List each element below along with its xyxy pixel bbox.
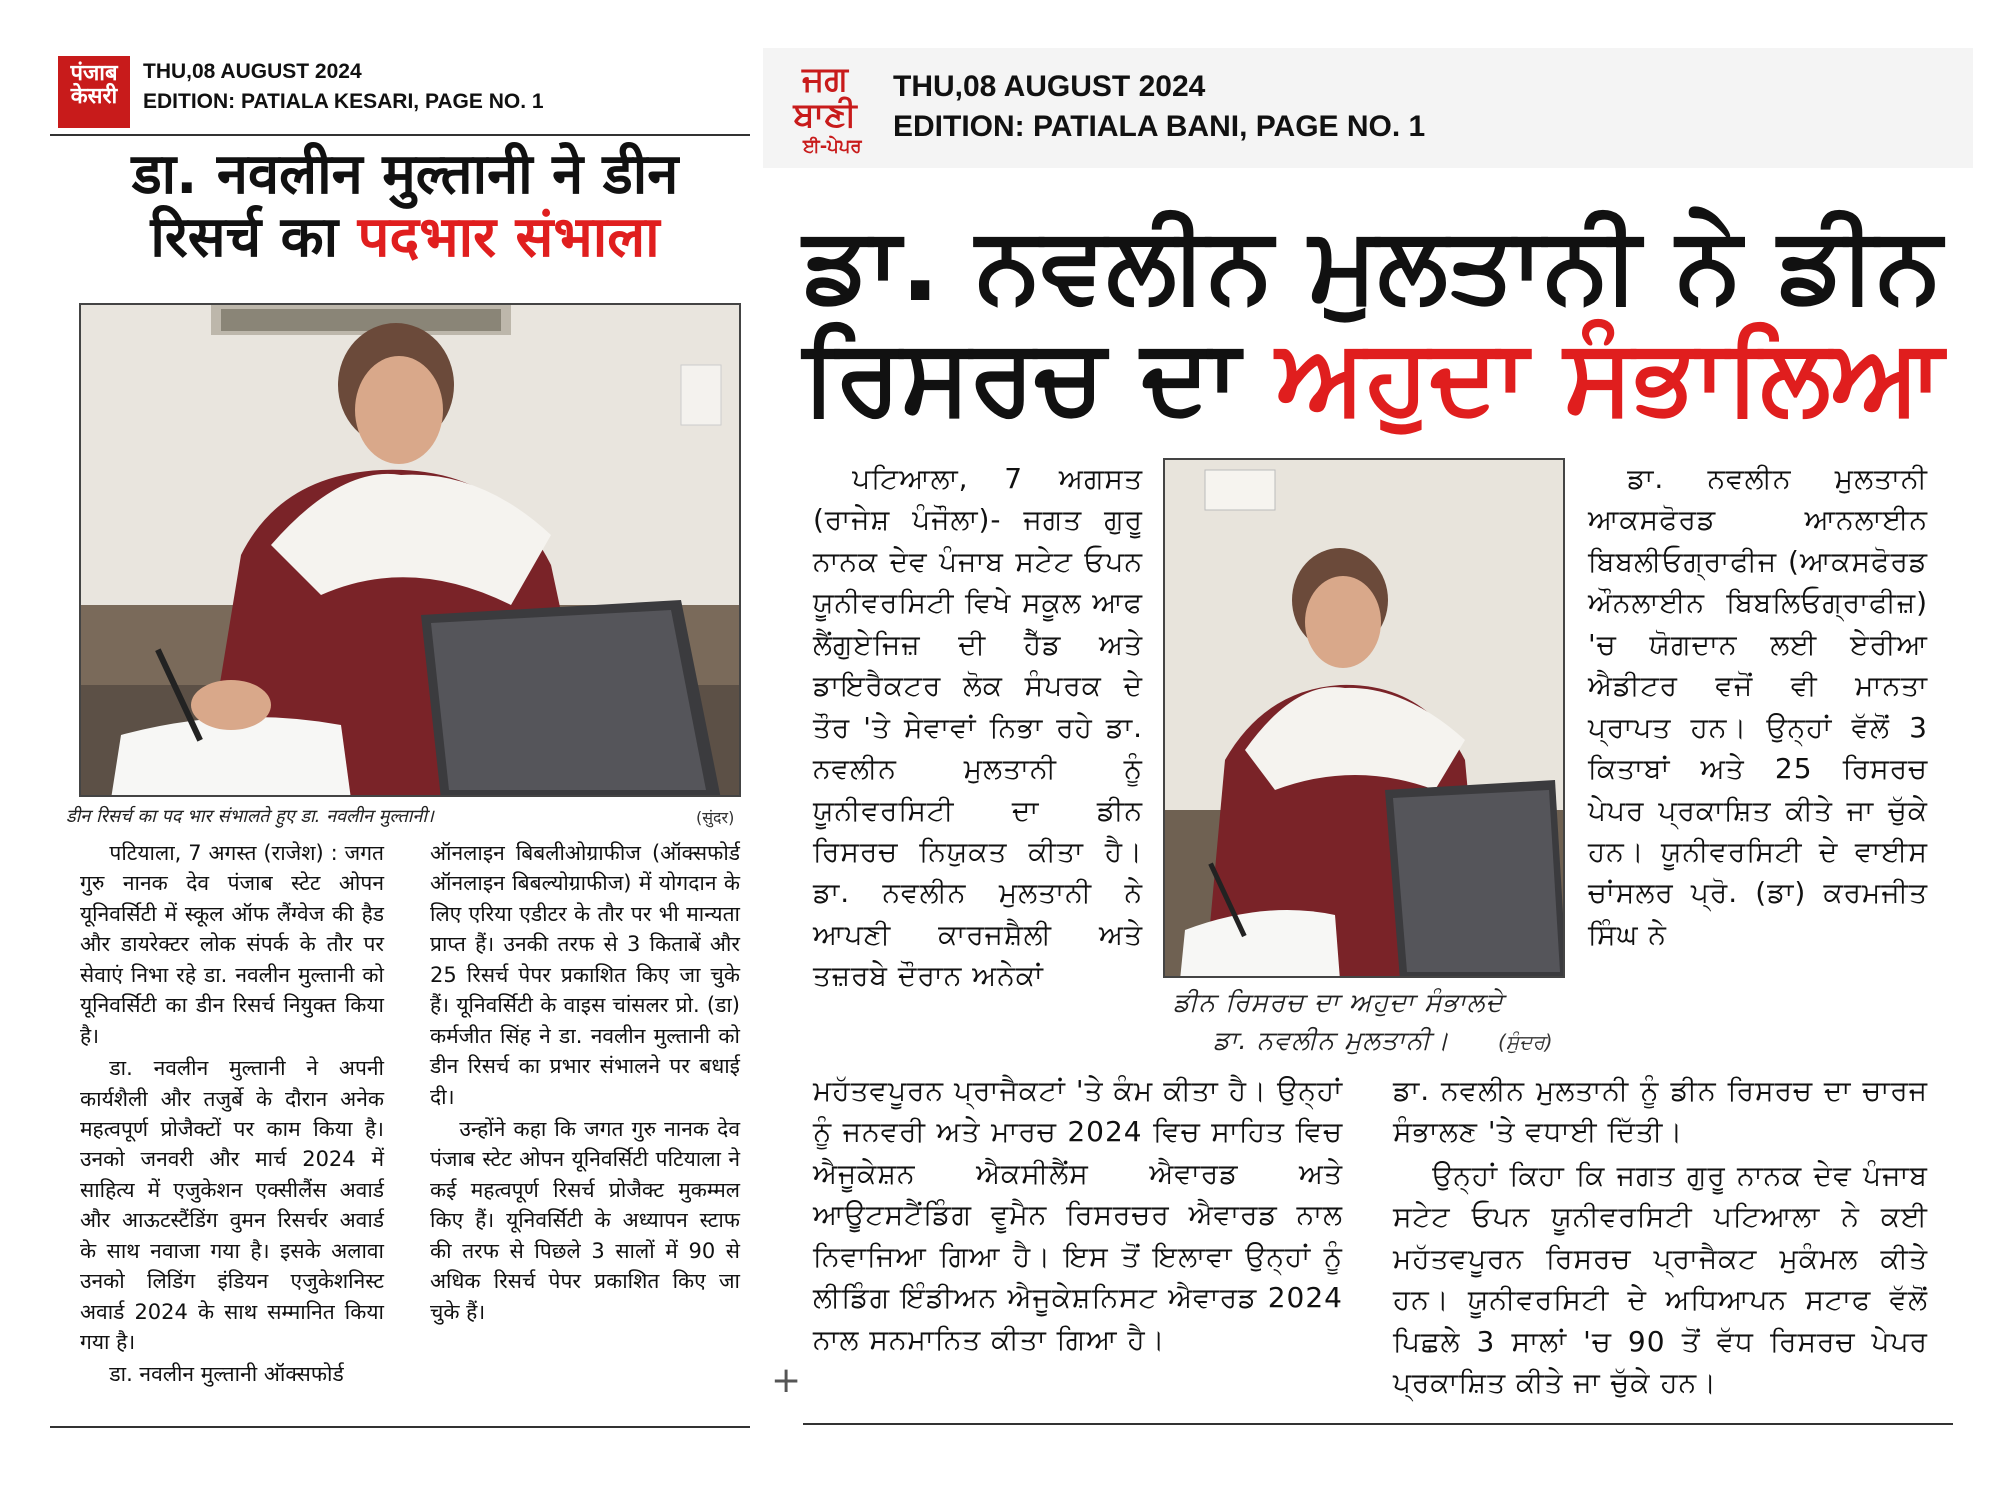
edition-info: EDITION: PATIALA KESARI, PAGE NO. 1 (143, 90, 544, 113)
paragraph: पटियाला, 7 अगस्त (राजेश) : जगत गुरु नानक देव पंजाब स्टेट ओपन यूनिवर्सिटी में स्कूल ऑफ लैंग्वेज की हैड और डायरेक्टर लोक संपर्क के तौर पर सेवाएं निभा रहे डा. नवलीन मुल्तानी को यूनिवर्सिटी का डीन रिसर्च नियुक्त किया है। (80, 841, 384, 1048)
article-column-2 (430, 838, 740, 1329)
edition-info: EDITION: PATIALA BANI, PAGE NO. 1 (893, 110, 1426, 143)
newspaper-logo: ਜਗ ਬਾਣੀ (793, 59, 857, 135)
header-divider (50, 134, 750, 136)
paragraph: ਡਾ. ਨਵਲੀਨ ਮੁਲਤਾਨੀ ਨੂੰ ਡੀਨ ਰਿਸਰਚ ਦਾ ਚਾਰਜ ਸੰਭਾਲਣ 'ਤੇ ਵਧਾਈ ਦਿੱਤੀ। (1393, 1074, 1928, 1149)
article-column-3 (1588, 458, 1928, 957)
crop-mark-icon: + (771, 1360, 802, 1401)
photo-caption: डीन रिसर्च का पद भार संभालते हुए डा. नवलीन मुल्तानी। (66, 806, 434, 827)
headline-text: ਡਾ. ਨਵਲੀਨ ਮੁਲਤਾਨੀ ਨੇ ਡੀਨ ਰਿਸਰਚ ਦਾ (803, 203, 1942, 438)
photo-credit: (ਸੁੰਦਰ) (1498, 1030, 1553, 1054)
clipping-header (763, 48, 1973, 168)
jag-bani-clipping (763, 48, 1973, 1438)
logo-line-2: केसरी (70, 84, 118, 110)
headline-highlight: ਅਹੁਦਾ ਸੰਭਾਲਿਆ (1275, 315, 1944, 438)
logo-subtitle: ਈ-ਪੇਪਰ (803, 136, 862, 157)
photo-illustration (81, 305, 741, 797)
photo-caption-line-2: ਡਾ. ਨਵਲੀਨ ਮੁਲਤਾਨੀ। (1213, 1026, 1450, 1056)
paragraph: डा. नवलीन मुल्तानी ने अपनी कार्यशैली और तजुर्बे के दौरान अनेक महत्वपूर्ण प्रोजैक्टों पर काम किया है। उनको जनवरी और मार्च 2024 में साहित्य में एजुकेशन एक्सीलैंस अवार्ड और आऊटस्टैंडिंग वुमन रिसर्चर अवार्ड के साथ नवाजा गया है। इसके अलावा उनको लिडिंग इंडियन एजुकेशनिस्ट अवार्ड 2024 के साथ सम्मानित किया गया है। (80, 1056, 384, 1354)
news-photo (1163, 458, 1565, 978)
logo-line-1: पंजाब (70, 61, 118, 86)
paragraph: ऑनलाइन बिबलीओग्राफीज (ऑक्सफोर्ड ऑनलाइन बिबल्योग्राफीज) में योगदान के लिए एरिया एडीटर के तौर पर भी मान्यता प्राप्त हैं। उनकी तरफ से 3 किताबें और 25 रिसर्च पेपर प्रकाशित किए जा चुके हैं। यूनिवर्सिटी के वाइस चांसलर प्रो. (डा) कर्मजीत सिंह ने डा. नवलीन मुल्तानी को डीन रिसर्च का प्रभार संभालने पर बधाई दी। (430, 841, 740, 1109)
paragraph: ਉਨ੍ਹਾਂ ਕਿਹਾ ਕਿ ਜਗਤ ਗੁਰੂ ਨਾਨਕ ਦੇਵ ਪੰਜਾਬ ਸਟੇਟ ਓਪਨ ਯੂਨੀਵਰਸਿਟੀ ਪਟਿਆਲਾ ਨੇ ਕਈ ਮਹੱਤਵਪੂਰਨ ਰਿਸਰਚ ਪ੍ਰਾਜੈਕਟ ਮੁਕੰਮਲ ਕੀਤੇ ਹਨ। ਯੂਨੀਵਰਸਿਟੀ ਦੇ ਅਧਿਆਪਨ ਸਟਾਫ ਵੱਲੋਂ ਪਿਛਲੇ 3 ਸਾਲਾਂ 'ਚ 90 ਤੋਂ ਵੱਧ ਰਿਸਰਚ ਪੇਪਰ ਪ੍ਰਕਾਸ਼ਿਤ ਕੀਤੇ ਜਾ ਚੁੱਕੇ ਹਨ। (1393, 1158, 1928, 1400)
headline-text: डा. नवलीन मुल्तानी ने डीन रिसर्च का (131, 142, 679, 270)
paragraph: ਡਾ. ਨਵਲੀਨ ਮੁਲਤਾਨੀ ਆਕਸਫੋਰਡ ਆਨਲਾਈਨ ਬਿਬਲੀਓਗ੍ਰਾਫੀਜ (ਆਕਸਫੋਰਡ ਔਨਲਾਈਨ ਬਿਬਲਿਓਗ੍ਰਾਫੀਜ਼) 'ਚ ਯੋਗਦਾਨ ਲਈ ਏਰੀਆ ਐਡੀਟਰ ਵਜੋਂ ਵੀ ਮਾਨਤਾ ਪ੍ਰਾਪਤ ਹਨ। ਉਨ੍ਹਾਂ ਵੱਲੋਂ 3 ਕਿਤਾਬਾਂ ਅਤੇ 25 ਰਿਸਰਚ ਪੇਪਰ ਪ੍ਰਕਾਸ਼ਿਤ ਕੀਤੇ ਜਾ ਚੁੱਕੇ ਹਨ। ਯੂਨੀਵਰਸਿਟੀ ਦੇ ਵਾਈਸ ਚਾਂਸਲਰ ਪ੍ਰੋ. (ਡਾ) ਕਰਮਜੀਤ ਸਿੰਘ ਨੇ (1588, 462, 1928, 951)
bottom-divider (803, 1423, 1953, 1425)
news-photo (79, 303, 741, 797)
photo-illustration (1165, 460, 1565, 978)
photo-caption-line-1: ਡੀਨ ਰਿਸਰਚ ਦਾ ਅਹੁਦਾ ਸੰਭਾਲਦੇ (1173, 988, 1504, 1018)
paragraph: डा. नवलीन मुल्तानी ऑक्सफोर्ड (109, 1362, 344, 1387)
article-column-1 (80, 838, 384, 1392)
paragraph: ਪਟਿਆਲਾ, 7 ਅਗਸਤ (ਰਾਜੇਸ਼ ਪੰਜੌਲਾ)- ਜਗਤ ਗੁਰੂ ਨਾਨਕ ਦੇਵ ਪੰਜਾਬ ਸਟੇਟ ਓਪਨ ਯੂਨੀਵਰਸਿਟੀ ਵਿਖੇ ਸਕੂਲ ਆਫ ਲੈਂਗੁਏਜਿਜ਼ ਦੀ ਹੈੱਡ ਅਤੇ ਡਾਇਰੈਕਟਰ ਲੋਕ ਸੰਪਰਕ ਦੇ ਤੌਰ 'ਤੇ ਸੇਵਾਵਾਂ ਨਿਭਾ ਰਹੇ ਡਾ. ਨਵਲੀਨ ਮੁਲਤਾਨੀ ਨੂੰ ਯੂਨੀਵਰਸਿਟੀ ਦਾ ਡੀਨ ਰਿਸਰਚ ਨਿਯੁਕਤ ਕੀਤਾ ਹੈ। ਡਾ. ਨਵਲੀਨ ਮੁਲਤਾਨੀ ਨੇ ਆਪਣੀ ਕਾਰਜਸ਼ੈਲੀ ਅਤੇ ਤਜ਼ਰਬੇ ਦੌਰਾਨ ਅਨੇਕਾਂ (813, 462, 1143, 993)
headline (803, 203, 1953, 438)
photo-credit: (सुंदर) (696, 808, 735, 827)
article-bottom-left (813, 1070, 1343, 1362)
newspaper-logo (58, 56, 130, 128)
bottom-divider (50, 1426, 750, 1428)
punjab-kesari-clipping (50, 48, 750, 1438)
headline (70, 144, 740, 269)
paragraph: ਮਹੱਤਵਪੂਰਨ ਪ੍ਰਾਜੈਕਟਾਂ 'ਤੇ ਕੰਮ ਕੀਤਾ ਹੈ। ਉਨ੍ਹਾਂ ਨੂੰ ਜਨਵਰੀ ਅਤੇ ਮਾਰਚ 2024 ਵਿਚ ਸਾਹਿਤ ਵਿਚ ਐਜੂਕੇਸ਼ਨ ਐਕਸੀਲੈਂਸ ਐਵਾਰਡ ਅਤੇ ਆਊਟਸਟੈਂਡਿੰਗ ਵੂਮੈਨ ਰਿਸਰਚਰ ਐਵਾਰਡ ਨਾਲ ਨਿਵਾਜਿਆ ਗਿਆ ਹੈ। ਇਸ ਤੋਂ ਇਲਾਵਾ ਉਨ੍ਹਾਂ ਨੂੰ ਲੀਡਿੰਗ ਇੰਡੀਅਨ ਐਜੂਕੇਸ਼ਨਿਸਟ ਐਵਾਰਡ 2024 ਨਾਲ ਸਨਮਾਨਿਤ ਕੀਤਾ ਗਿਆ ਹੈ। (813, 1074, 1343, 1356)
headline-highlight: पदभार संभाला (357, 204, 660, 270)
article-bottom-right (1393, 1070, 1928, 1406)
issue-date: THU,08 AUGUST 2024 (893, 70, 1206, 103)
article-column-1 (813, 458, 1143, 999)
issue-date: THU,08 AUGUST 2024 (143, 60, 362, 83)
clipping-header (50, 48, 750, 134)
paragraph: उन्होंने कहा कि जगत गुरु नानक देव पंजाब स्टेट ओपन यूनिवर्सिटी पटियाला ने कई महत्वपूर्ण रिसर्च प्रोजैक्ट मुकम्मल किए हैं। यूनिवर्सिटी के अध्यापन स्टाफ की तरफ से पिछले 3 सालों में 90 से अधिक रिसर्च पेपर प्रकाशित किए जा चुके हैं। (430, 1116, 740, 1324)
